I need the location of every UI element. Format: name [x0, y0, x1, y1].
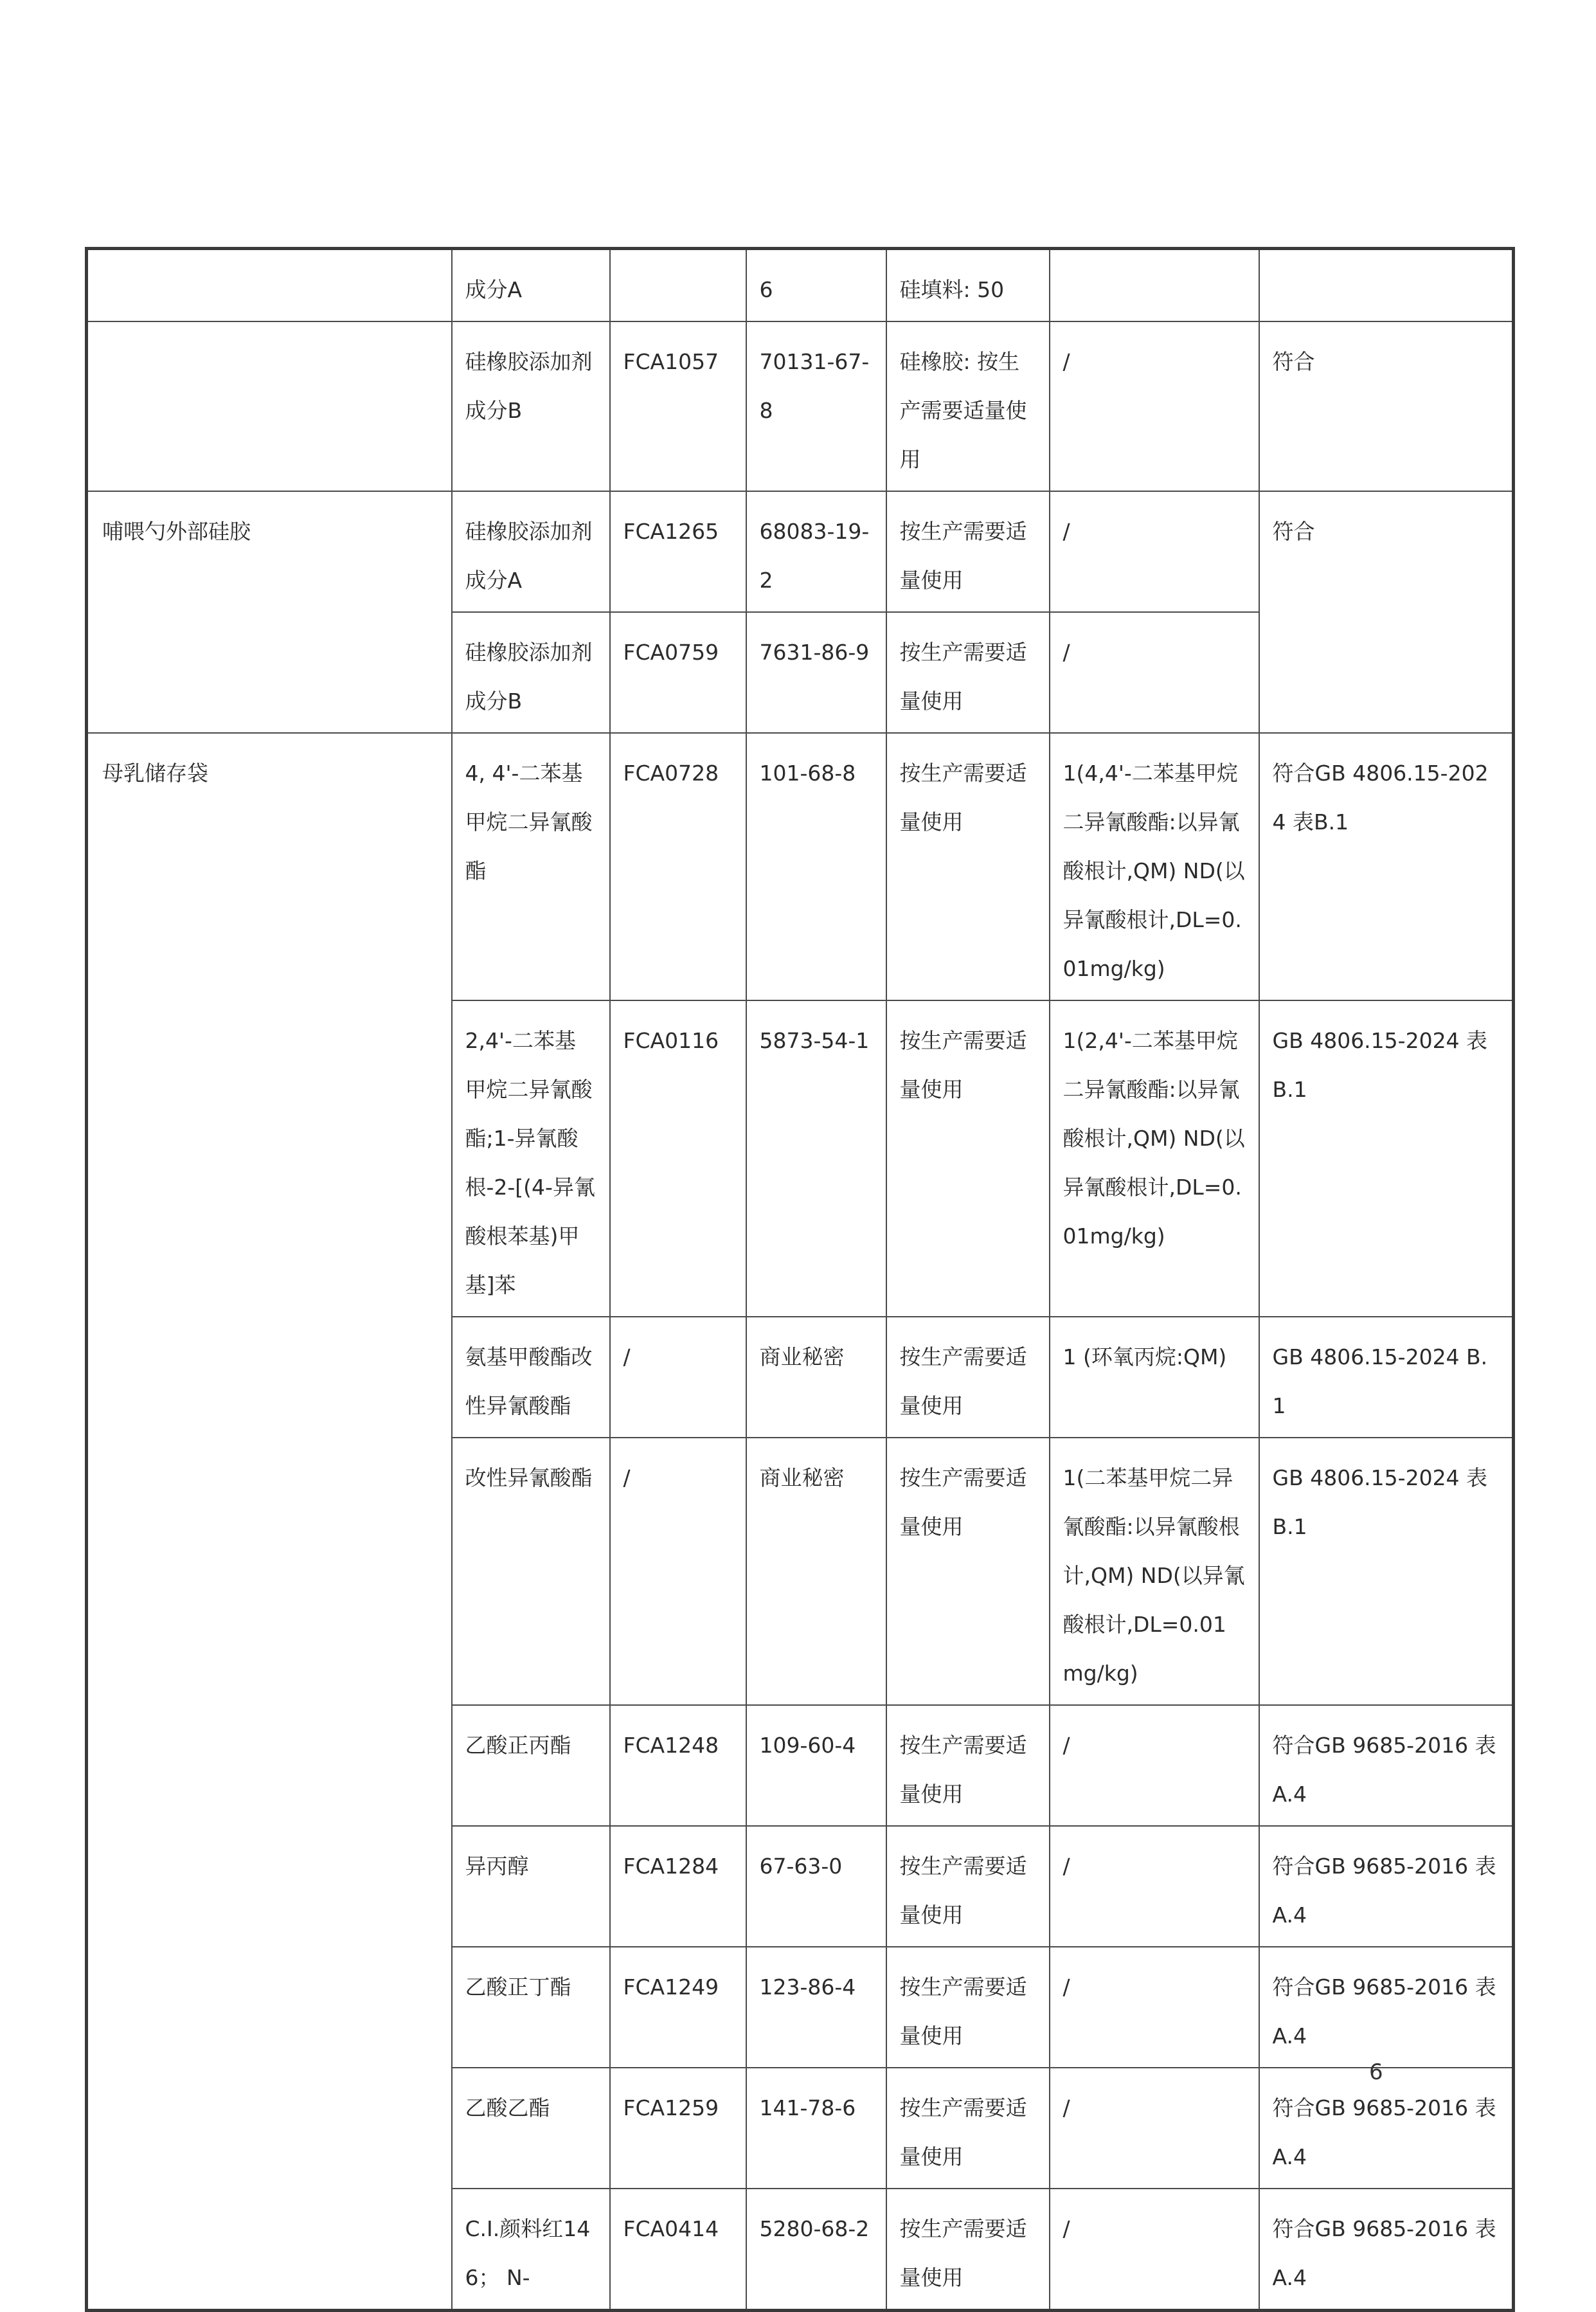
substance-name-cell: 乙酸乙酯	[452, 2068, 610, 2189]
usage-limit-cell: 按生产需要适量使用	[886, 2189, 1050, 2311]
cas-number-cell: 101-68-8	[746, 733, 886, 1000]
substance-name-cell: 2,4'-二苯基甲烷二异氰酸酯;1-异氰酸根-2-[(4-异氰酸根苯基)甲基]苯	[452, 1000, 610, 1317]
fca-number-cell: FCA0728	[610, 733, 746, 1000]
page-number: 6	[1369, 2059, 1383, 2085]
usage-limit-cell: 按生产需要适量使用	[886, 1947, 1050, 2068]
fca-number-cell: FCA0759	[610, 612, 746, 733]
migration-limit-cell: /	[1050, 1826, 1259, 1947]
cas-number-cell: 商业秘密	[746, 1317, 886, 1438]
substance-name-cell: 氨基甲酸酯改性异氰酸酯	[452, 1317, 610, 1438]
cas-number-cell: 70131-67-8	[746, 321, 886, 491]
fca-number-cell: /	[610, 1438, 746, 1705]
cas-number-cell: 109-60-4	[746, 1705, 886, 1826]
compliance-cell: 符合GB 9685-2016 表A.4	[1259, 1947, 1514, 2068]
cas-number-cell: 5873-54-1	[746, 1000, 886, 1317]
additive-compliance-table	[85, 247, 1515, 2312]
fca-number-cell: FCA1284	[610, 1826, 746, 1947]
migration-limit-cell: /	[1050, 491, 1259, 612]
product-name-cell: 母乳储存袋	[87, 733, 452, 2311]
migration-limit-cell: /	[1050, 2189, 1259, 2311]
usage-limit-cell: 按生产需要适量使用	[886, 491, 1050, 612]
cas-number-cell: 67-63-0	[746, 1826, 886, 1947]
usage-limit-cell: 按生产需要适量使用	[886, 1317, 1050, 1438]
migration-limit-cell: /	[1050, 1947, 1259, 2068]
usage-limit-cell: 按生产需要适量使用	[886, 1000, 1050, 1317]
compliance-cell: 符合GB 4806.15-2024 表B.1	[1259, 733, 1514, 1000]
product-name-cell	[87, 321, 452, 491]
fca-number-cell: FCA1249	[610, 1947, 746, 2068]
compliance-cell: GB 4806.15-2024 表B.1	[1259, 1438, 1514, 1705]
fca-number-cell: FCA0414	[610, 2189, 746, 2311]
usage-limit-cell: 按生产需要适量使用	[886, 2068, 1050, 2189]
product-name-cell	[87, 249, 452, 322]
compliance-cell: 符合	[1259, 491, 1514, 733]
substance-name-cell: 乙酸正丁酯	[452, 1947, 610, 2068]
migration-limit-cell: 1(二苯基甲烷二异氰酸酯:以异氰酸根计,QM) ND(以异氰酸根计,DL=0.01mg/kg)	[1050, 1438, 1259, 1705]
usage-limit-cell: 硅橡胶: 按生产需要适量使用	[886, 321, 1050, 491]
usage-limit-cell: 硅填料: 50	[886, 249, 1050, 322]
usage-limit-cell: 按生产需要适量使用	[886, 733, 1050, 1000]
migration-limit-cell: /	[1050, 321, 1259, 491]
substance-name-cell: 硅橡胶添加剂成分B	[452, 321, 610, 491]
cas-number-cell: 5280-68-2	[746, 2189, 886, 2311]
fca-number-cell: FCA1057	[610, 321, 746, 491]
table-row	[87, 733, 1514, 1000]
fca-number-cell: /	[610, 1317, 746, 1438]
substance-name-cell: 硅橡胶添加剂成分B	[452, 612, 610, 733]
usage-limit-cell: 按生产需要适量使用	[886, 1438, 1050, 1705]
migration-limit-cell	[1050, 249, 1259, 322]
migration-limit-cell: 1(2,4'-二苯基甲烷二异氰酸酯:以异氰酸根计,QM) ND(以异氰酸根计,DL=0.01mg/kg)	[1050, 1000, 1259, 1317]
usage-limit-cell: 按生产需要适量使用	[886, 1826, 1050, 1947]
substance-name-cell: 硅橡胶添加剂成分A	[452, 491, 610, 612]
usage-limit-cell: 按生产需要适量使用	[886, 612, 1050, 733]
compliance-cell: 符合GB 9685-2016 表A.4	[1259, 1826, 1514, 1947]
substance-name-cell: 成分A	[452, 249, 610, 322]
cas-number-cell: 6	[746, 249, 886, 322]
substance-name-cell: C.I.颜料红146； N-	[452, 2189, 610, 2311]
fca-number-cell: FCA1265	[610, 491, 746, 612]
migration-limit-cell: /	[1050, 1705, 1259, 1826]
compliance-cell: 符合GB 9685-2016 表A.4	[1259, 2189, 1514, 2311]
compliance-cell: 符合GB 9685-2016 表A.4	[1259, 1705, 1514, 1826]
usage-limit-cell: 按生产需要适量使用	[886, 1705, 1050, 1826]
substance-name-cell: 4, 4'-二苯基甲烷二异氰酸酯	[452, 733, 610, 1000]
table-row	[87, 321, 1514, 491]
cas-number-cell: 141-78-6	[746, 2068, 886, 2189]
compliance-cell: 符合GB 9685-2016 表A.4	[1259, 2068, 1514, 2189]
substance-name-cell: 异丙醇	[452, 1826, 610, 1947]
migration-limit-cell: /	[1050, 612, 1259, 733]
migration-limit-cell: 1(4,4'-二苯基甲烷二异氰酸酯:以异氰酸根计,QM) ND(以异氰酸根计,DL=0.01mg/kg)	[1050, 733, 1259, 1000]
substance-name-cell: 乙酸正丙酯	[452, 1705, 610, 1826]
fca-number-cell: FCA1259	[610, 2068, 746, 2189]
cas-number-cell: 68083-19-2	[746, 491, 886, 612]
migration-limit-cell: 1 (环氧丙烷:QM)	[1050, 1317, 1259, 1438]
compliance-cell: GB 4806.15-2024 B.1	[1259, 1317, 1514, 1438]
table-row	[87, 491, 1514, 612]
fca-number-cell	[610, 249, 746, 322]
substance-name-cell: 改性异氰酸酯	[452, 1438, 610, 1705]
cas-number-cell: 123-86-4	[746, 1947, 886, 2068]
fca-number-cell: FCA1248	[610, 1705, 746, 1826]
cas-number-cell: 商业秘密	[746, 1438, 886, 1705]
compliance-cell	[1259, 249, 1514, 322]
product-name-cell: 哺喂勺外部硅胶	[87, 491, 452, 733]
cas-number-cell: 7631-86-9	[746, 612, 886, 733]
fca-number-cell: FCA0116	[610, 1000, 746, 1317]
migration-limit-cell: /	[1050, 2068, 1259, 2189]
table-row	[87, 249, 1514, 322]
compliance-cell: 符合	[1259, 321, 1514, 491]
compliance-cell: GB 4806.15-2024 表B.1	[1259, 1000, 1514, 1317]
